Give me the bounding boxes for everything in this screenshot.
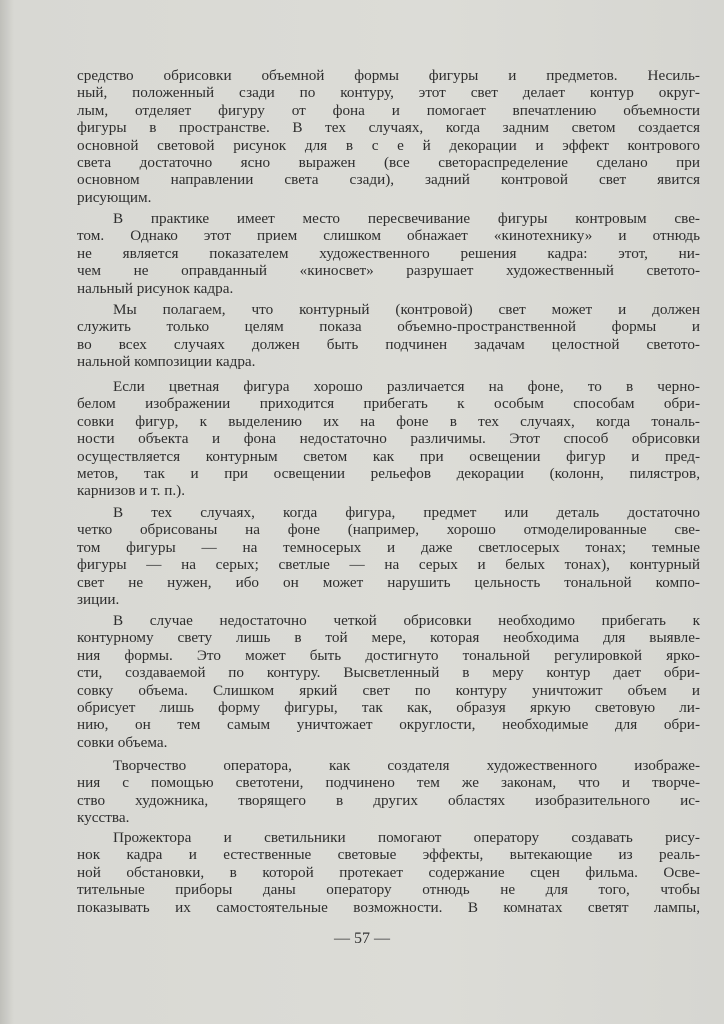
text-line: фигуры в пространстве. В тех случаях, когда задним светом создается — [77, 119, 700, 137]
text-line: чем не оправданный «киносвет» разрушает художественный светото- — [77, 262, 700, 280]
paragraph — [77, 210, 700, 297]
text-line: сти, создаваемой по контуру. Высветленный в меру контур дает обри- — [77, 664, 700, 682]
text-line: обрисует лишь форму фигуры, так как, образуя яркую световую ли- — [77, 698, 700, 716]
text-line: ный, положенный сзади по контуру, этот свет делает контур округ- — [77, 84, 700, 102]
text-line: основном направлении света сзади), задний контровой свет явится — [77, 171, 700, 189]
text-line: ния с помощью светотени, подчинено тем же законам, что и творче- — [77, 774, 700, 792]
text-line: карнизов и т. п.). — [77, 482, 186, 500]
page-number: — 57 — — [334, 930, 390, 947]
text-line: Творчество оператора, как создателя художественного изображе- — [113, 757, 700, 774]
text-line: средство обрисовки объемной формы фигуры и предметов. Несиль- — [77, 67, 700, 84]
text-line: ство художника, творящего в других областях изобразительного ис- — [77, 791, 700, 809]
text-line: основной световой рисунок для в с е й декорации и эффект контрового — [77, 136, 700, 154]
text-line: нию, он тем самым уничтожает округлости, необходимые для обри- — [77, 716, 700, 734]
text-line: совки фигур, к выделению их на фоне в тех случаях, когда тональ- — [77, 412, 700, 430]
text-line: четко обрисованы на фоне (например, хорошо отмоделированные све- — [77, 521, 700, 539]
text-line: осуществляется контурным светом как при освещении фигур и пред- — [77, 447, 700, 465]
text-line: том фигуры — на темносерых и даже светлосерых тонах; темные — [77, 538, 700, 556]
paragraph — [77, 829, 700, 916]
paragraph — [77, 612, 700, 751]
text-line: показывать их самостоятельные возможности. В комнатах светят лампы, — [77, 898, 700, 916]
text-line: метов, так и при освещении рельефов декорации (колонн, пилястров, — [77, 464, 700, 482]
text-line: ности объекта и фона недостаточно различимы. Этот способ обрисовки — [77, 430, 700, 448]
text-line: совку объема. Слишком яркий свет по контуру уничтожит объем и — [77, 681, 700, 699]
text-line: нальной композиции кадра. — [77, 353, 256, 371]
text-line: зиции. — [77, 590, 120, 608]
paragraph — [77, 504, 700, 608]
text-line: В тех случаях, когда фигура, предмет или деталь достаточно — [113, 504, 700, 521]
text-line: служить только целям показа объемно-пространственной формы и — [77, 318, 700, 336]
paragraph — [77, 301, 700, 371]
text-line: ния формы. Это может быть достигнуто тональной регулировкой ярко- — [77, 646, 700, 664]
text-line: рисующим. — [77, 188, 152, 206]
text-line: Прожектора и светильники помогают оператору создавать рису- — [113, 829, 700, 846]
text-line: света достаточно ясно выражен (все светораспределение сделано при — [77, 153, 700, 171]
text-line: Мы полагаем, что контурный (контровой) свет может и должен — [113, 301, 700, 318]
paragraph — [77, 757, 700, 827]
text-line: В случае недостаточно четкой обрисовки необходимо прибегать к — [113, 612, 700, 629]
text-line: кусства. — [77, 809, 130, 827]
text-line: В практике имеет место пересвечивание фигуры контровым све- — [113, 210, 700, 227]
text-line: нок кадра и естественные световые эффекты, вытекающие из реаль- — [77, 846, 700, 864]
text-line: во всех случаях должен быть подчинен задачам целостной светото- — [77, 335, 700, 353]
text-line: нальный рисунок кадра. — [77, 279, 234, 297]
text-line: ной обстановки, в которой протекает содержание сцен фильма. Осве- — [77, 863, 700, 881]
text-line: свет не нужен, ибо он может нарушить цельность тональной компо- — [77, 573, 700, 591]
text-line: тительные приборы даны оператору отнюдь не для того, чтобы — [77, 881, 700, 899]
text-line: том. Однако этот прием слишком обнажает «кинотехнику» и отнюдь — [77, 227, 700, 245]
paragraph — [77, 378, 700, 500]
paragraph — [77, 67, 700, 206]
text-line: Если цветная фигура хорошо различается на фоне, то в черно- — [113, 378, 700, 395]
text-line: лым, отделяет фигуру от фона и помогает впечатлению объемности — [77, 101, 700, 119]
text-line: совки объема. — [77, 733, 168, 751]
text-line: фигуры — на серых; светлые — на серых и белых тонах), контурный — [77, 556, 700, 574]
text-line: не является показателем художественного решения кадра: этот, ни- — [77, 244, 700, 262]
text-line: белом изображении приходится прибегать к особым способам обри- — [77, 395, 700, 413]
text-line: контурному свету лишь в той мере, которая необходима для выявле- — [77, 629, 700, 647]
